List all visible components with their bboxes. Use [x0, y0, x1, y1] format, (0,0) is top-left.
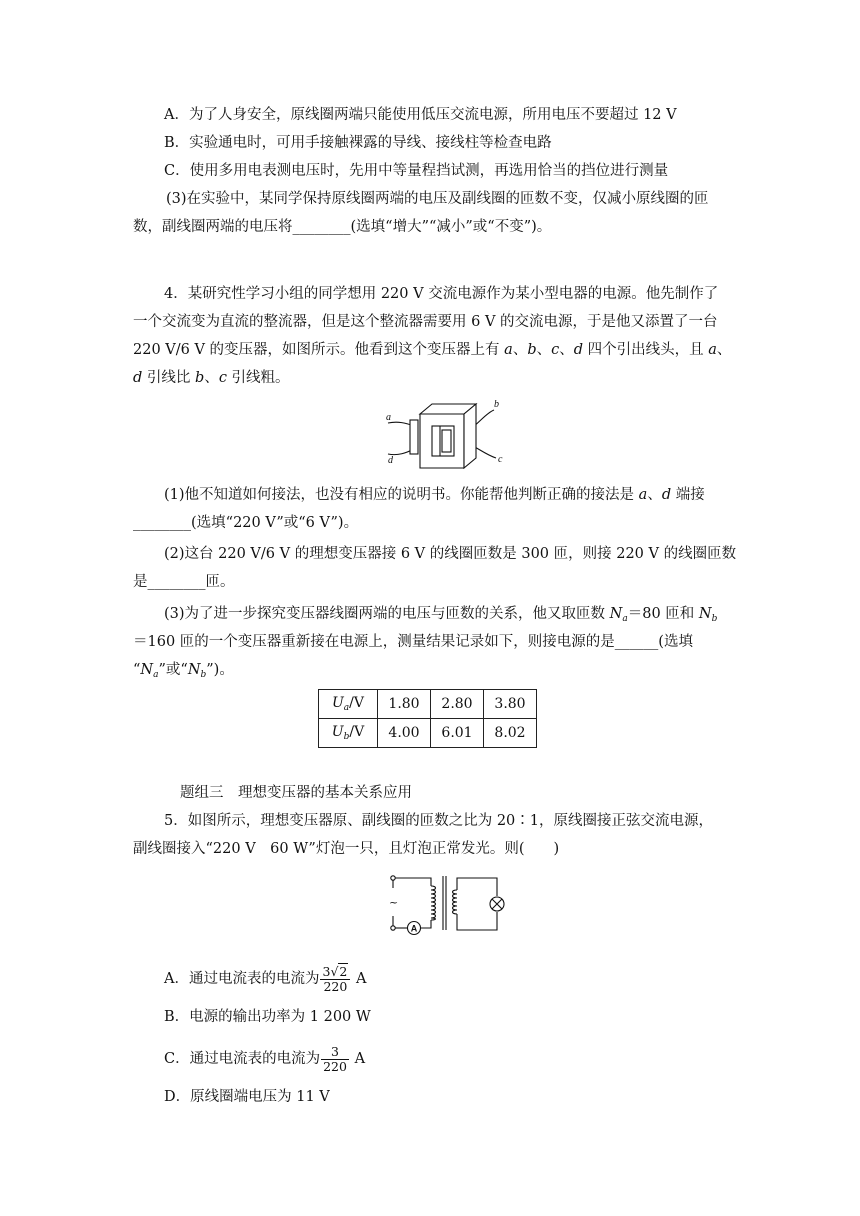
sep: 、: [559, 342, 574, 358]
q5-option-b: B．电源的输出功率为 1 200 W: [164, 1009, 371, 1025]
var-d: d: [133, 370, 143, 386]
sep: 、: [512, 342, 528, 358]
q3-option-b: B．实验通电时，可用手接触裸露的导线、接线柱等检查电路: [164, 135, 552, 151]
label-c: c: [498, 454, 503, 465]
text: 引线粗。: [226, 370, 290, 386]
sub-a: a: [622, 614, 628, 624]
label-b: b: [494, 399, 499, 410]
var-a: a: [638, 487, 648, 503]
table-cell: 2.80: [431, 690, 484, 719]
var-N: N: [698, 606, 712, 622]
fraction: [321, 1045, 349, 1074]
text: (3)为了进一步探究变压器线圈两端的电压与匝数的关系，他又取匝数: [164, 606, 610, 622]
ac-source-symbol: ~: [389, 896, 399, 909]
label-a: a: [386, 412, 391, 423]
text: 端接: [671, 487, 705, 503]
circuit-figure: [385, 872, 505, 942]
q4-sub3-line3: [133, 660, 234, 685]
var-b: b: [527, 342, 537, 358]
q4-sub3-line2: ＝160 匝的一个变压器重新接在电源上，测量结果记录如下，则接电源的是______(选填: [133, 634, 693, 650]
text: ”)。: [206, 662, 234, 678]
table-cell: 3.80: [484, 690, 537, 719]
q5-option-d: D．原线圈端电压为 11 V: [164, 1089, 330, 1105]
q4-sub3-line1: [164, 604, 717, 629]
sqrt: √2: [330, 963, 348, 979]
var-b: b: [195, 370, 205, 386]
denominator: 220: [323, 978, 348, 994]
q4-sub2-line2: 是________匝。: [133, 574, 235, 590]
text: ＝80 匝和: [627, 606, 699, 622]
unit: /V: [349, 695, 364, 711]
row-header-ub: [319, 719, 378, 748]
q4-stem-line4: [133, 368, 290, 388]
text: A．通过电流表的电流为: [164, 971, 320, 987]
var-c: c: [218, 370, 227, 386]
q3-option-a: A．为了人身安全，原线圈两端只能使用低压交流电源，所用电压不要超过 12 V: [164, 107, 677, 123]
sub-b: b: [711, 614, 718, 624]
q4-sub2-line1: (2)这台 220 V/6 V 的理想变压器接 6 V 的线圈匝数是 300 匝，则接 220 V 的线圈匝数: [164, 546, 737, 562]
sep: 、: [536, 342, 552, 358]
unit: A: [354, 1051, 366, 1067]
var-N: N: [609, 606, 623, 622]
numerator: [320, 965, 350, 980]
q5-stem-line2: 副线圈接入“220 V 60 W”灯泡一只，且灯泡正常发光。则( ): [133, 841, 560, 857]
var-c: c: [551, 342, 560, 358]
q5-stem-line1: 5．如图所示，理想变压器原、副线圈的匝数之比为 20∶1，原线圈接正弦交流电源，: [164, 813, 714, 829]
radicand: 2: [339, 963, 348, 979]
coef: 3: [322, 963, 331, 979]
sep: 、: [716, 342, 732, 358]
voltage-table: [318, 689, 537, 748]
q4-stem-line1: 4．某研究性学习小组的同学想用 220 V 交流电源作为某小型电器的电源。他先制作了: [164, 286, 719, 302]
q4-stem-line2: 一个交流变为直流的整流器，但是这个整流器需要用 6 V 的交流电源，于是他又添置了一台: [133, 314, 718, 330]
var-U: U: [331, 695, 344, 711]
table-cell: 8.02: [484, 719, 537, 748]
var-N: N: [140, 662, 154, 678]
fraction: [320, 965, 350, 994]
label-d: d: [388, 455, 393, 466]
transformer-figure: [384, 396, 510, 480]
var-N: N: [187, 662, 201, 678]
numerator: 3: [321, 1045, 349, 1060]
sub-b: b: [200, 670, 207, 680]
text: 引线比: [142, 370, 196, 386]
q4-stem-line3: [133, 340, 731, 360]
q5-option-a: [164, 962, 366, 996]
row-header-ua: [319, 690, 378, 719]
text: (1)他不知道如何接法，也没有相应的说明书。你能帮他判断正确的接法是: [164, 487, 639, 503]
q3-sub3-line1: (3)在实验中，某同学保持原线圈两端的电压及副线圈的匝数不变，仅减小原线圈的匝: [166, 191, 709, 207]
denominator: 220: [323, 1058, 347, 1074]
ammeter-label: A: [410, 923, 418, 934]
unit: A: [355, 971, 367, 987]
q4-sub1-line2: ________(选填“220 V”或“6 V”)。: [133, 515, 359, 531]
table-cell: 6.01: [431, 719, 484, 748]
table-row: [319, 719, 537, 748]
sep: 、: [204, 370, 219, 386]
q5-option-c: [164, 1042, 365, 1076]
sep: 、: [647, 487, 662, 503]
var-d: d: [573, 342, 584, 358]
table-row: [319, 690, 537, 719]
text: C．通过电流表的电流为: [164, 1051, 321, 1067]
var-d: d: [661, 487, 672, 503]
text: 220 V/6 V 的变压器，如图所示。他看到这个变压器上有: [133, 342, 505, 358]
q3-option-c: C．使用多用电表测电压时，先用中等量程挡试测，再选用恰当的挡位进行测量: [164, 163, 669, 179]
var-U: U: [331, 724, 344, 740]
sub-a: a: [153, 670, 159, 680]
table-cell: 1.80: [378, 690, 431, 719]
unit: /V: [349, 724, 365, 740]
sub-a: a: [343, 703, 350, 713]
var-a: a: [708, 342, 717, 358]
text: “: [133, 662, 141, 678]
group3-title: 题组三 理想变压器的基本关系应用: [180, 785, 412, 801]
text: 四个引出线头，且: [583, 342, 709, 358]
q4-sub1-line1: [164, 485, 705, 505]
sub-b: b: [343, 732, 350, 742]
q3-sub3-line2: 数，副线圈两端的电压将________(选填“增大”“减小”或“不变”)。: [133, 219, 552, 235]
text: ”或“: [158, 662, 188, 678]
var-a: a: [504, 342, 513, 358]
table-cell: 4.00: [378, 719, 431, 748]
